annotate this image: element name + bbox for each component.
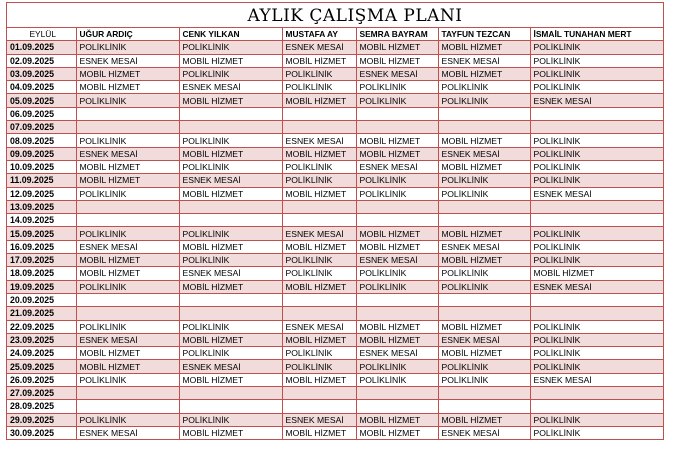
assignment-cell [530,387,663,400]
assignment-cell: POLİKLİNİK [438,81,530,94]
assignment-cell: POLİKLİNİK [530,160,663,173]
assignment-cell [530,307,663,320]
assignment-cell [282,121,356,134]
assignment-cell: POLİKLİNİK [530,413,663,426]
assignment-cell [76,107,179,120]
assignment-cell: ESNEK MESAİ [76,240,179,253]
assignment-cell: POLİKLİNİK [76,41,179,54]
date-cell: 28.09.2025 [7,400,76,413]
assignment-cell [76,200,179,213]
assignment-cell: POLİKLİNİK [530,147,663,160]
date-cell: 13.09.2025 [7,200,76,213]
assignment-cell [356,200,438,213]
date-cell: 02.09.2025 [7,54,76,67]
assignment-cell: MOBİL HİZMET [530,267,663,280]
assignment-cell: MOBİL HİZMET [76,267,179,280]
table-row [7,426,663,439]
assignment-cell: POLİKLİNİK [179,227,282,240]
date-cell: 04.09.2025 [7,81,76,94]
assignment-cell: POLİKLİNİK [76,227,179,240]
assignment-cell [530,121,663,134]
date-cell: 29.09.2025 [7,413,76,426]
assignment-cell: POLİKLİNİK [530,240,663,253]
assignment-cell: MOBİL HİZMET [282,147,356,160]
assignment-cell [356,293,438,306]
assignment-cell [179,400,282,413]
assignment-cell [282,307,356,320]
assignment-cell: ESNEK MESAİ [356,160,438,173]
assignment-cell: POLİKLİNİK [76,320,179,333]
assignment-cell: POLİKLİNİK [530,54,663,67]
assignment-cell [356,121,438,134]
assignment-cell: POLİKLİNİK [356,267,438,280]
table-row [7,347,663,360]
assignment-cell: MOBİL HİZMET [282,373,356,386]
assignment-cell: ESNEK MESAİ [530,94,663,107]
table-row [7,134,663,147]
assignment-cell: MOBİL HİZMET [356,227,438,240]
assignment-cell: ESNEK MESAİ [282,134,356,147]
assignment-cell [530,200,663,213]
assignment-cell [76,214,179,227]
assignment-cell: POLİKLİNİK [356,360,438,373]
assignment-cell: ESNEK MESAİ [438,54,530,67]
table-row [7,174,663,187]
assignment-cell: ESNEK MESAİ [356,347,438,360]
assignment-cell: POLİKLİNİK [530,81,663,94]
assignment-cell: ESNEK MESAİ [438,240,530,253]
assignment-cell [438,387,530,400]
date-cell: 15.09.2025 [7,227,76,240]
table-row [7,333,663,346]
assignment-cell: POLİKLİNİK [76,280,179,293]
assignment-cell: POLİKLİNİK [282,174,356,187]
date-cell: 20.09.2025 [7,293,76,306]
assignment-cell: POLİKLİNİK [356,373,438,386]
date-cell: 24.09.2025 [7,347,76,360]
assignment-cell: POLİKLİNİK [282,267,356,280]
table-row [7,187,663,200]
date-cell: 12.09.2025 [7,187,76,200]
assignment-cell: ESNEK MESAİ [76,333,179,346]
assignment-cell: POLİKLİNİK [356,174,438,187]
date-cell: 09.09.2025 [7,147,76,160]
assignment-cell: MOBİL HİZMET [76,81,179,94]
assignment-cell: MOBİL HİZMET [76,360,179,373]
assignment-cell: MOBİL HİZMET [179,187,282,200]
date-cell: 22.09.2025 [7,320,76,333]
assignment-cell: POLİKLİNİK [282,160,356,173]
assignment-cell: POLİKLİNİK [356,81,438,94]
assignment-cell: MOBİL HİZMET [282,280,356,293]
assignment-cell: POLİKLİNİK [179,254,282,267]
assignment-cell: ESNEK MESAİ [282,413,356,426]
assignment-cell [438,107,530,120]
table-row [7,400,663,413]
date-cell: 17.09.2025 [7,254,76,267]
assignment-cell [282,400,356,413]
assignment-cell: POLİKLİNİK [438,267,530,280]
assignment-cell: POLİKLİNİK [76,187,179,200]
table-row [7,147,663,160]
date-cell: 25.09.2025 [7,360,76,373]
date-cell: 14.09.2025 [7,214,76,227]
date-cell: 03.09.2025 [7,67,76,80]
assignment-cell: MOBİL HİZMET [282,187,356,200]
assignment-cell: POLİKLİNİK [530,333,663,346]
assignment-cell [438,121,530,134]
person-header: UĞUR ARDIÇ [76,28,179,41]
assignment-cell: MOBİL HİZMET [179,280,282,293]
assignment-cell: POLİKLİNİK [282,67,356,80]
assignment-cell: POLİKLİNİK [356,94,438,107]
assignment-cell: MOBİL HİZMET [438,227,530,240]
assignment-cell: MOBİL HİZMET [282,94,356,107]
assignment-cell: POLİKLİNİK [179,134,282,147]
assignment-cell: MOBİL HİZMET [356,240,438,253]
table-row [7,200,663,213]
assignment-cell: POLİKLİNİK [530,320,663,333]
date-cell: 08.09.2025 [7,134,76,147]
assignment-cell: MOBİL HİZMET [438,67,530,80]
date-cell: 06.09.2025 [7,107,76,120]
assignment-cell: MOBİL HİZMET [356,426,438,439]
assignment-cell: MOBİL HİZMET [356,320,438,333]
table-row [7,293,663,306]
assignment-cell: POLİKLİNİK [438,360,530,373]
assignment-cell: MOBİL HİZMET [438,413,530,426]
assignment-cell [438,293,530,306]
assignment-cell [438,200,530,213]
assignment-cell: ESNEK MESAİ [356,67,438,80]
assignment-cell [530,400,663,413]
assignment-cell: ESNEK MESAİ [179,81,282,94]
assignment-cell: MOBİL HİZMET [356,413,438,426]
assignment-cell: POLİKLİNİK [179,67,282,80]
assignment-cell: MOBİL HİZMET [179,54,282,67]
page-title: AYLIK ÇALIŞMA PLANI [7,3,663,28]
date-cell: 19.09.2025 [7,280,76,293]
assignment-cell: MOBİL HİZMET [438,254,530,267]
assignment-cell: POLİKLİNİK [530,227,663,240]
assignment-cell [76,400,179,413]
assignment-cell: POLİKLİNİK [530,347,663,360]
assignment-cell: MOBİL HİZMET [76,174,179,187]
assignment-cell: POLİKLİNİK [438,280,530,293]
assignment-cell: MOBİL HİZMET [76,347,179,360]
assignment-cell: ESNEK MESAİ [282,227,356,240]
assignment-cell: MOBİL HİZMET [438,41,530,54]
assignment-cell [356,214,438,227]
assignment-cell: ESNEK MESAİ [282,320,356,333]
assignment-cell: MOBİL HİZMET [282,333,356,346]
table-row [7,413,663,426]
person-header: TAYFUN TEZCAN [438,28,530,41]
table-row [7,373,663,386]
table-row [7,67,663,80]
person-header: SEMRA BAYRAM [356,28,438,41]
assignment-cell: MOBİL HİZMET [438,160,530,173]
assignment-cell: POLİKLİNİK [76,373,179,386]
table-row [7,121,663,134]
assignment-cell [76,307,179,320]
assignment-cell: MOBİL HİZMET [282,240,356,253]
table-row [7,94,663,107]
assignment-cell [356,307,438,320]
assignment-cell: MOBİL HİZMET [438,320,530,333]
assignment-cell: POLİKLİNİK [356,187,438,200]
assignment-cell [438,307,530,320]
assignment-cell: POLİKLİNİK [530,67,663,80]
date-cell: 11.09.2025 [7,174,76,187]
date-cell: 30.09.2025 [7,426,76,439]
assignment-cell: MOBİL HİZMET [179,240,282,253]
assignment-cell: POLİKLİNİK [356,280,438,293]
assignment-cell [282,387,356,400]
date-cell: 05.09.2025 [7,94,76,107]
assignment-cell: MOBİL HİZMET [356,147,438,160]
assignment-cell: MOBİL HİZMET [282,54,356,67]
date-cell: 10.09.2025 [7,160,76,173]
assignment-cell [356,400,438,413]
assignment-cell: POLİKLİNİK [76,94,179,107]
assignment-cell: MOBİL HİZMET [76,254,179,267]
assignment-cell: POLİKLİNİK [282,360,356,373]
schedule-table [7,28,663,440]
assignment-cell [282,293,356,306]
person-header: CENK YILKAN [179,28,282,41]
schedule-sheet [6,2,664,440]
table-row [7,387,663,400]
assignment-cell [179,387,282,400]
table-row [7,360,663,373]
assignment-cell [530,214,663,227]
assignment-cell: ESNEK MESAİ [438,333,530,346]
assignment-cell: ESNEK MESAİ [530,373,663,386]
assignment-cell: POLİKLİNİK [530,254,663,267]
table-row [7,240,663,253]
date-cell: 07.09.2025 [7,121,76,134]
assignment-cell: MOBİL HİZMET [282,426,356,439]
date-cell: 23.09.2025 [7,333,76,346]
assignment-cell: POLİKLİNİK [530,174,663,187]
assignment-cell [179,107,282,120]
assignment-cell: POLİKLİNİK [282,254,356,267]
assignment-cell: MOBİL HİZMET [356,41,438,54]
assignment-cell: POLİKLİNİK [179,320,282,333]
assignment-cell [179,307,282,320]
assignment-cell: POLİKLİNİK [530,426,663,439]
assignment-cell: POLİKLİNİK [438,174,530,187]
schedule-body [7,41,663,440]
table-row [7,280,663,293]
date-cell: 21.09.2025 [7,307,76,320]
assignment-cell: POLİKLİNİK [179,41,282,54]
assignment-cell: ESNEK MESAİ [530,187,663,200]
assignment-cell: POLİKLİNİK [530,134,663,147]
assignment-cell: POLİKLİNİK [438,373,530,386]
assignment-cell: MOBİL HİZMET [438,347,530,360]
assignment-cell [76,121,179,134]
assignment-cell [179,200,282,213]
assignment-cell [179,293,282,306]
assignment-cell: MOBİL HİZMET [356,333,438,346]
table-row [7,227,663,240]
table-row [7,320,663,333]
table-row [7,267,663,280]
table-row [7,81,663,94]
assignment-cell [356,387,438,400]
assignment-cell: ESNEK MESAİ [530,280,663,293]
assignment-cell: ESNEK MESAİ [179,360,282,373]
assignment-cell: MOBİL HİZMET [76,160,179,173]
assignment-cell: POLİKLİNİK [282,347,356,360]
assignment-cell: ESNEK MESAİ [179,174,282,187]
month-header: EYLÜL [7,28,76,41]
assignment-cell: MOBİL HİZMET [179,373,282,386]
assignment-cell: ESNEK MESAİ [76,54,179,67]
assignment-cell [282,200,356,213]
assignment-cell: MOBİL HİZMET [356,134,438,147]
assignment-cell: MOBİL HİZMET [179,147,282,160]
assignment-cell: POLİKLİNİK [530,41,663,54]
assignment-cell: MOBİL HİZMET [438,134,530,147]
assignment-cell [76,293,179,306]
table-row [7,41,663,54]
assignment-cell [282,107,356,120]
assignment-cell [530,107,663,120]
assignment-cell: ESNEK MESAİ [76,147,179,160]
date-cell: 18.09.2025 [7,267,76,280]
assignment-cell [356,107,438,120]
assignment-cell: POLİKLİNİK [530,360,663,373]
date-cell: 01.09.2025 [7,41,76,54]
assignment-cell: POLİKLİNİK [76,134,179,147]
assignment-cell: MOBİL HİZMET [179,426,282,439]
assignment-cell: ESNEK MESAİ [438,426,530,439]
table-row [7,54,663,67]
assignment-cell: POLİKLİNİK [76,413,179,426]
assignment-cell [438,214,530,227]
assignment-cell: MOBİL HİZMET [179,333,282,346]
table-row [7,107,663,120]
table-row [7,160,663,173]
assignment-cell: POLİKLİNİK [179,347,282,360]
assignment-cell [179,121,282,134]
assignment-cell [179,214,282,227]
assignment-cell: ESNEK MESAİ [282,41,356,54]
assignment-cell [438,400,530,413]
assignment-cell: POLİKLİNİK [179,160,282,173]
assignment-cell: POLİKLİNİK [438,187,530,200]
table-row [7,254,663,267]
assignment-cell: MOBİL HİZMET [179,94,282,107]
table-row [7,307,663,320]
assignment-cell: MOBİL HİZMET [76,67,179,80]
assignment-cell: ESNEK MESAİ [438,147,530,160]
person-header: MUSTAFA AY [282,28,356,41]
date-cell: 26.09.2025 [7,373,76,386]
assignment-cell: MOBİL HİZMET [356,54,438,67]
assignment-cell [530,293,663,306]
date-cell: 27.09.2025 [7,387,76,400]
assignment-cell: ESNEK MESAİ [356,254,438,267]
assignment-cell: POLİKLİNİK [438,94,530,107]
assignment-cell: ESNEK MESAİ [179,267,282,280]
date-cell: 16.09.2025 [7,240,76,253]
person-header: İSMAİL TUNAHAN MERT [530,28,663,41]
header-row [7,28,663,41]
assignment-cell: POLİKLİNİK [282,81,356,94]
assignment-cell: POLİKLİNİK [179,413,282,426]
assignment-cell [76,387,179,400]
assignment-cell [282,214,356,227]
assignment-cell: ESNEK MESAİ [76,426,179,439]
table-row [7,214,663,227]
